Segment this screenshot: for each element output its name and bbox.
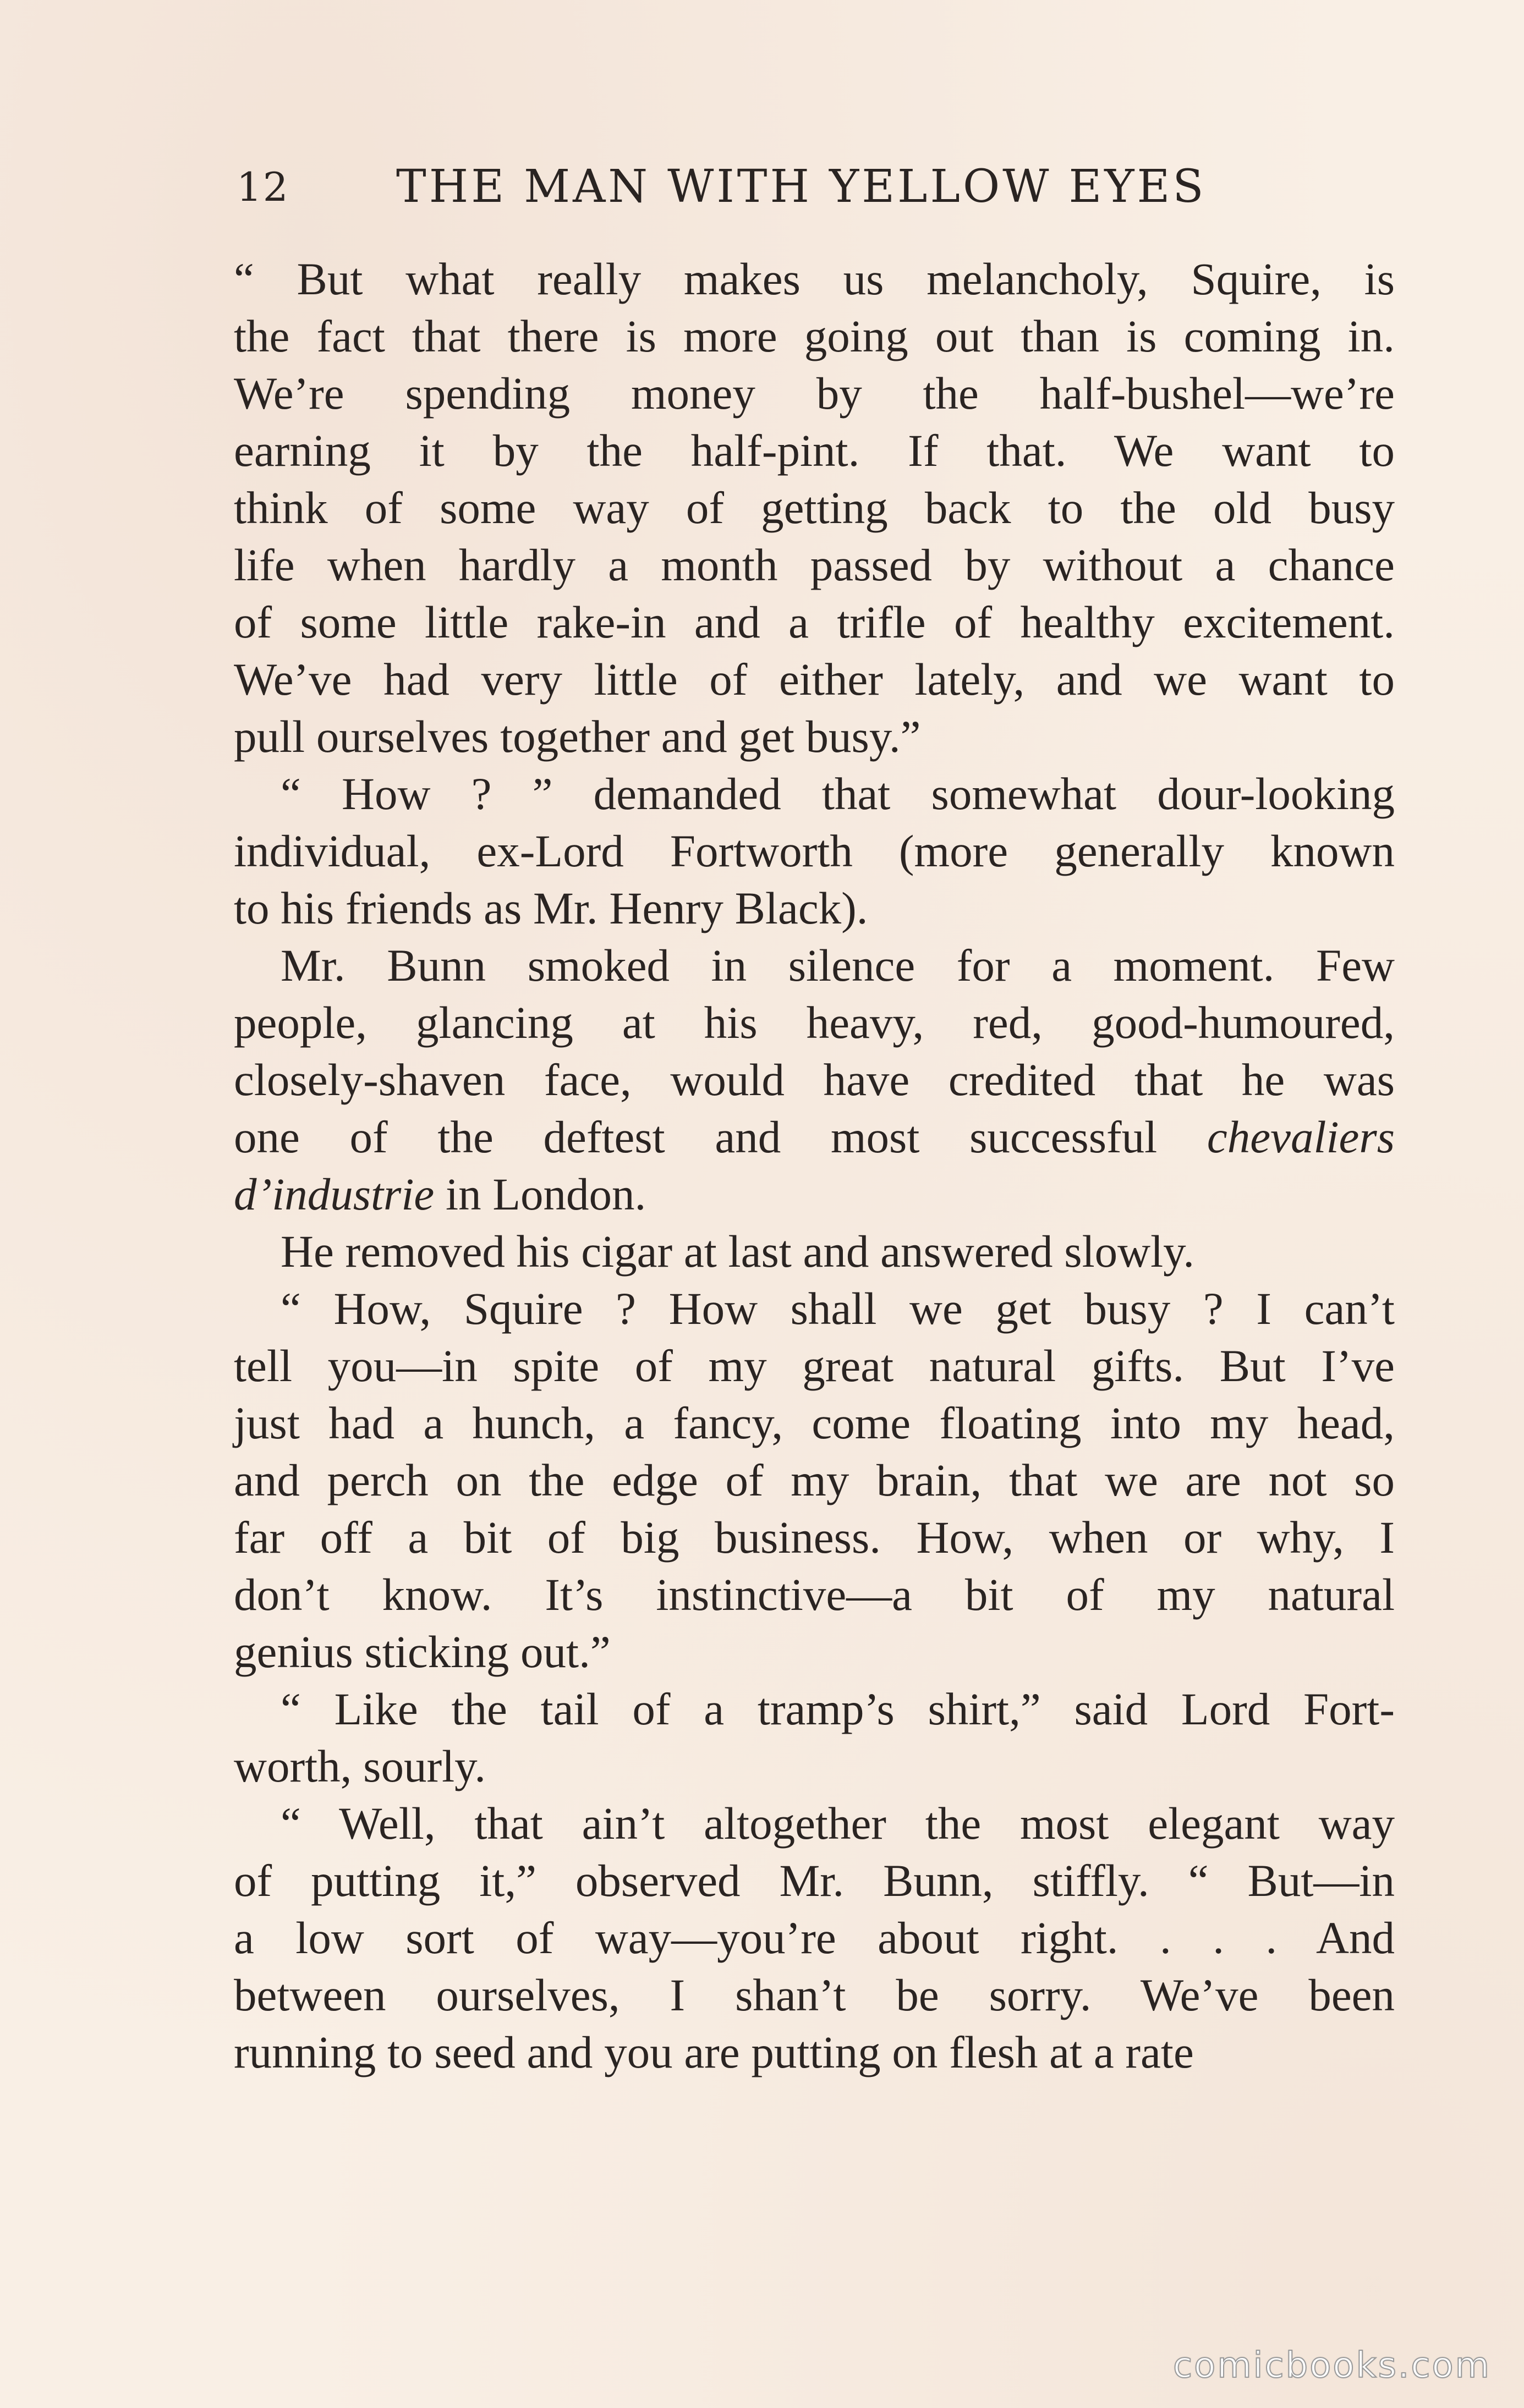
paragraph [234,1223,1395,1280]
text-line: “ How ? ” demanded that somewhat dour-looking [281,768,1395,819]
text-line: of putting it,” observed Mr. Bunn, stiffly. “ But—in [234,1855,1395,1906]
text-line: far off a bit of big business. How, when or why, I [234,1512,1395,1563]
running-head [237,161,1403,216]
text-line: the fact that there is more going out than is coming in. [234,311,1395,361]
text-line: people, glancing at his heavy, red, good-humoured, [234,997,1395,1048]
text-line: and perch on the edge of my brain, that we are not so [234,1455,1395,1505]
text-line: a low sort of way—you’re about right. . . . And [234,1912,1395,1963]
paragraph [234,250,1395,765]
paragraph [234,1680,1395,1795]
text-line: “ Well, that ain’t altogether the most elegant way [281,1798,1395,1849]
text-line: just had a hunch, a fancy, come floating into my head, [234,1398,1395,1448]
paragraph [234,937,1395,1223]
paragraph [234,1795,1395,2081]
text-line: earning it by the half-pint. If that. We want to [234,425,1395,476]
text-line: Mr. Bunn smoked in silence for a moment. Few [281,940,1395,991]
paragraph [234,765,1395,937]
text-line: worth, sourly. [234,1741,486,1791]
body-text [234,250,1395,2081]
book-title: THE MAN WITH YELLOW EYES [396,161,1207,213]
text-line: d’industrie in London. [234,1169,646,1219]
paragraph [234,1280,1395,1680]
text-line: life when hardly a month passed by without a chance [234,540,1395,590]
watermark-text: comicbooks.com [1172,2345,1491,2386]
text-line: We’ve had very little of either lately, and we want to [234,654,1395,705]
text-line: “ But what really makes us melancholy, Squire, is [234,254,1395,304]
text-line: We’re spending money by the half-bushel—we’re [234,368,1395,419]
italic-phrase: d’industrie [234,1169,435,1219]
text-line: to his friends as Mr. Henry Black). [234,883,868,933]
text-line: individual, ex-Lord Fortworth (more generally known [234,826,1395,876]
text-line: of some little rake-in and a trifle of healthy excitement. [234,597,1395,647]
text-line: “ Like the tail of a tramp’s shirt,” said Lord Fort- [281,1684,1395,1734]
text-line: tell you—in spite of my great natural gifts. But I’ve [234,1340,1395,1391]
text-line: “ How, Squire ? How shall we get busy ? I can’t [281,1283,1395,1334]
text-line: one of the deftest and most successful chevaliers [234,1112,1395,1162]
text-line: closely-shaven face, would have credited that he was [234,1054,1395,1105]
page-number: 12 [237,164,289,210]
text-line: running to seed and you are putting on flesh at a rate [234,2027,1194,2077]
text-line: He removed his cigar at last and answered slowly. [281,1226,1195,1277]
text-line: genius sticking out.” [234,1626,611,1677]
text-line: don’t know. It’s instinctive—a bit of my natural [234,1569,1395,1620]
text-line: think of some way of getting back to the old busy [234,482,1395,533]
italic-phrase: chevaliers [1207,1112,1395,1162]
text-line: between ourselves, I shan’t be sorry. We’ve been [234,1970,1395,2020]
text-line: pull ourselves together and get busy.” [234,711,921,762]
